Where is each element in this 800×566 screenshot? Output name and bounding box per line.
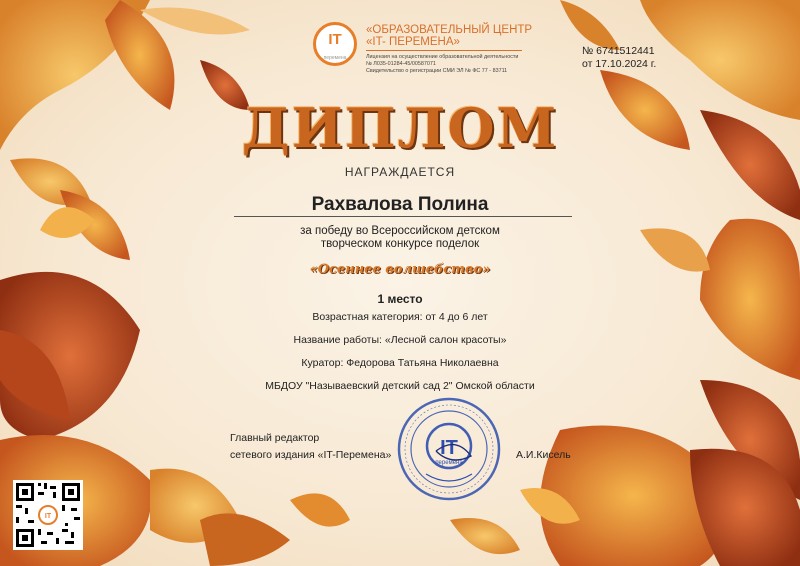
institution: МБДОУ "Называевский детский сад 2" Омской области <box>265 380 535 392</box>
recipient-underline <box>234 216 572 217</box>
reason-line2: творческом конкурсе поделок <box>320 238 480 250</box>
logo-text: IT <box>328 31 342 48</box>
reason-line1: за победу во Всероссийском детском <box>300 225 500 237</box>
doc-number: № 6741512441 <box>582 45 655 57</box>
stamp-center-text: IT <box>440 437 458 459</box>
stamp-sub-text: перемена <box>435 460 463 466</box>
diploma-title: ДИПЛОМ <box>241 96 559 160</box>
editor-role-line1: Главный редактор <box>230 432 320 444</box>
org-name-line2: «IT- ПЕРЕМЕНА» <box>366 36 460 48</box>
org-logo <box>313 22 357 66</box>
doc-date: от 17.10.2024 г. <box>582 58 657 70</box>
logo-subtext: перемена <box>323 55 347 61</box>
round-stamp-icon <box>396 396 502 502</box>
age-category: Возрастная категория: от 4 до 6 лет <box>312 311 488 323</box>
work-title: Название работы: «Лесной салон красоты» <box>293 334 507 346</box>
org-divider <box>366 50 522 51</box>
contest-name: «Осеннее волшебство» <box>309 262 491 277</box>
document-number <box>582 45 656 71</box>
signer-name: А.И.Кисель <box>516 449 571 461</box>
org-name-line1: «ОБРАЗОВАТЕЛЬНЫЙ ЦЕНТР <box>366 24 533 36</box>
editor-role-line2: сетевого издания «IT-Перемена» <box>230 449 392 461</box>
svg-text:IT: IT <box>44 513 52 520</box>
recipient-name: Рахвалова Полина <box>311 194 489 215</box>
award-label: НАГРАЖДАЕТСЯ <box>344 165 456 179</box>
curator: Куратор: Федорова Татьяна Николаевна <box>301 357 499 369</box>
license-info <box>366 54 541 75</box>
license-line2: № Л035-01284-45/00587071 <box>366 61 436 67</box>
license-line1: Лицензия на осуществление образовательной деятельности <box>366 54 519 60</box>
qr-code-icon <box>13 480 83 550</box>
license-line3: Свидетельство о регистрации СМИ ЭЛ № ФС 77 - 83711 <box>366 68 508 74</box>
place-awarded: 1 место <box>377 292 423 306</box>
